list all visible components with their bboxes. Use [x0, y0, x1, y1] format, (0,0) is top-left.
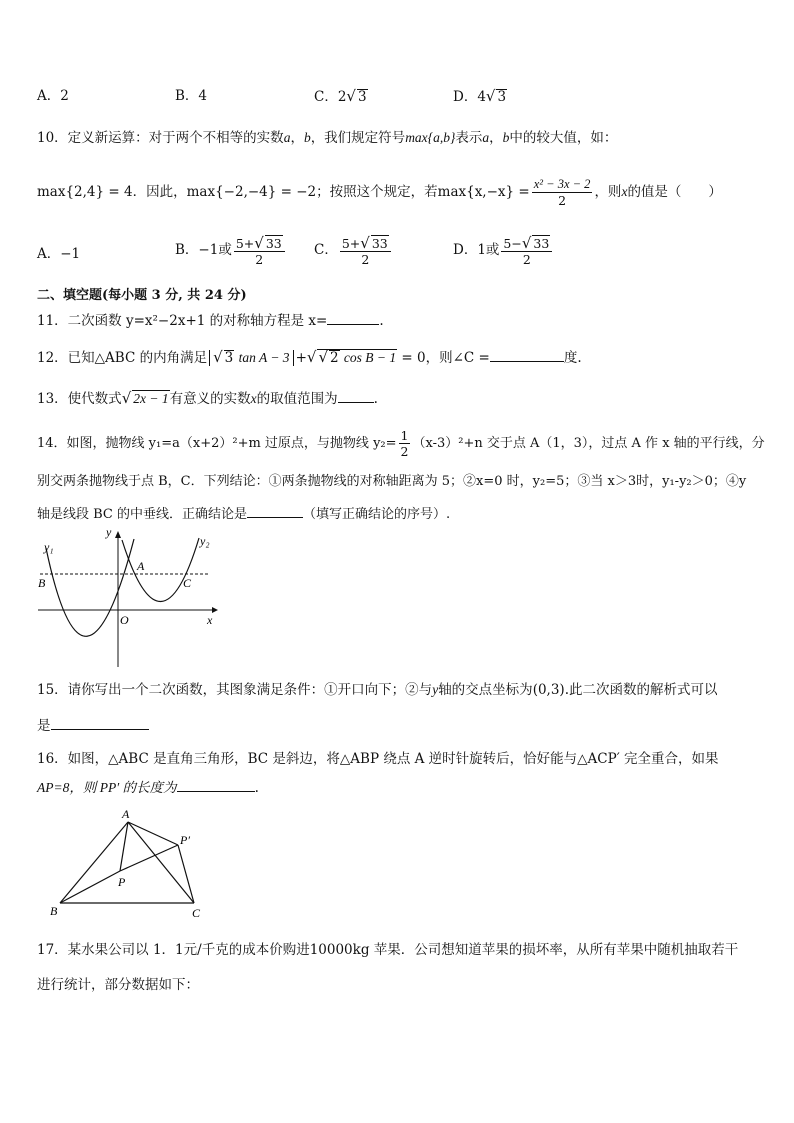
q10-fraction — [532, 177, 593, 208]
answer-blank[interactable] — [327, 312, 379, 325]
radicand: 33 — [533, 235, 550, 251]
q10-option-c — [314, 234, 393, 267]
q10-text: ，则 — [594, 184, 622, 200]
answer-blank[interactable] — [247, 505, 303, 518]
label-origin: O — [120, 613, 129, 627]
q14-line3 — [37, 505, 450, 525]
q15-text: .此二次函数的解析式可以 — [564, 682, 718, 698]
q10-text: 的值是（ ） — [627, 184, 722, 200]
sqrt-symbol: √ — [306, 348, 317, 366]
var-a: a — [482, 130, 490, 145]
q15-line2 — [37, 716, 149, 736]
sqrt-symbol: √ — [318, 348, 328, 366]
label-p-prime: P′ — [180, 833, 190, 847]
q17-line1: 17．某水果公司以 1．1元/千克的成本价购进10000kg 苹果．公司想知道苹果的损坏率，从所有苹果中随机抽取若干 — [37, 942, 739, 958]
q10-text: ， — [290, 130, 304, 146]
option-fraction — [340, 235, 391, 267]
q9-option-a: A．2 — [37, 88, 69, 104]
sqrt-symbol: √ — [485, 87, 496, 105]
q14-line2: 别交两条抛物线于点 B，C．下列结论：①两条抛物线的对称轴距离为 5；②x=0 时，y₂=5；③当 x＞3时，y₁-y₂＞0；④y — [37, 474, 747, 489]
sqrt-symbol: √ — [521, 233, 532, 252]
var-b: b — [303, 130, 311, 145]
label-y: y — [106, 525, 112, 539]
parabola-y2 — [122, 538, 199, 602]
option-prefix: B．−1或 — [175, 242, 232, 258]
var-y: y — [432, 682, 439, 697]
q11 — [37, 311, 384, 331]
q14-line1 — [37, 428, 765, 459]
option-prefix: D．1或 — [453, 242, 500, 258]
var-x: x — [621, 184, 628, 199]
var-a: a — [283, 130, 291, 145]
fraction-numerator: 1 — [400, 428, 409, 443]
q9-option-d-radicand: 3 — [497, 89, 507, 105]
radicand: 3 — [224, 350, 234, 366]
option-fraction — [234, 235, 285, 267]
fraction-denominator: 2 — [255, 251, 264, 267]
answer-blank[interactable] — [177, 779, 255, 792]
fraction-numerator — [340, 235, 391, 252]
q13 — [37, 386, 378, 411]
segment-ab — [60, 822, 128, 903]
q9-option-d-prefix: D．4 — [453, 89, 486, 105]
q11-text: 11．二次函数 y=x²−2x+1 的对称轴方程是 x= — [37, 313, 328, 329]
sqrt-symbol: √ — [254, 233, 264, 252]
section-heading: 二、填空题(每小题 3 分, 共 24 分) — [37, 288, 247, 303]
segment-pp — [120, 845, 178, 871]
fraction-numerator: x² − 3x − 2 — [533, 177, 591, 191]
q16-text: AP=8，则 PP′ 的长度为 — [37, 780, 177, 795]
sqrt-symbol: √ — [346, 87, 356, 105]
fraction-denominator: 2 — [522, 251, 531, 267]
q10-option-b — [175, 234, 287, 267]
fraction-numerator — [234, 235, 285, 252]
q10-option-d — [453, 234, 554, 267]
q10-line2 — [37, 176, 722, 208]
label-p: P — [118, 875, 126, 889]
q9-option-c-radicand: 3 — [357, 89, 367, 105]
q10-text: ．因此， — [132, 184, 187, 200]
q12-eq: = 0，则∠C = — [401, 350, 490, 366]
segment-bp — [60, 871, 120, 903]
x-axis-arrow — [212, 607, 218, 613]
radicand: 2 — [330, 350, 339, 366]
q9-option-d — [453, 86, 507, 107]
q13-text: 的取值范围为 — [256, 391, 338, 407]
var-x: x — [250, 391, 257, 406]
label-y1: y₁ — [44, 540, 54, 554]
q14-text: 轴是线段 BC 的中垂线．正确结论是 — [37, 507, 248, 522]
q14-fraction — [399, 428, 411, 459]
sqrt-symbol: √ — [121, 389, 132, 407]
option-prefix: C． — [314, 242, 338, 258]
label-a: A — [122, 808, 130, 821]
abs-rest: tan A − 3 — [238, 350, 290, 365]
radicand: 33 — [265, 235, 282, 251]
q10-text: 表示 — [455, 130, 483, 146]
q15-text: 15．请你写出一个二次函数，其图象满足条件：①开口向下；②与 — [37, 682, 433, 698]
fraction-denominator: 2 — [400, 444, 409, 459]
label-a: A — [137, 559, 145, 573]
answer-blank[interactable] — [338, 390, 374, 403]
q10-text: 中的较大值，如： — [509, 130, 618, 146]
q12-end: 度. — [563, 350, 582, 366]
q15-text: 轴的交点坐标为 — [438, 682, 533, 698]
q10-line1 — [37, 128, 617, 148]
plus-sign: + — [295, 350, 307, 366]
label-y2: y₂ — [200, 534, 210, 548]
q16-line2 — [37, 778, 259, 798]
q9-option-b: B．4 — [175, 88, 208, 104]
q10-text: ，我们规定符号 — [310, 130, 406, 146]
radicand: 2x − 1 — [133, 391, 169, 406]
q10-text: ， — [489, 130, 503, 146]
abs-value — [209, 350, 293, 366]
q10-text: 10．定义新运算：对于两个不相等的实数 — [37, 130, 284, 146]
q15-text: 是 — [37, 718, 51, 734]
option-fraction — [501, 235, 552, 267]
fraction-denominator: 2 — [361, 251, 370, 267]
label-b: B — [38, 576, 46, 590]
label-c: C — [183, 576, 192, 590]
q12 — [37, 344, 582, 371]
answer-blank[interactable] — [490, 349, 564, 362]
q14-text: 14．如图，抛物线 y₁=a（x+2）²+m 过原点，与抛物线 y₂= — [37, 436, 397, 451]
q13-text: 13．使代数式 — [37, 391, 122, 407]
q13-text: 有意义的实数 — [169, 391, 251, 407]
radicand-rest: cos B − 1 — [343, 350, 397, 365]
y-axis-arrow — [115, 531, 121, 538]
answer-blank[interactable] — [51, 717, 149, 730]
q10-text: ；按照这个规定，若 — [316, 184, 438, 200]
segment-app — [128, 822, 178, 845]
q15-line1 — [37, 680, 718, 700]
q15-coord: (0,3) — [532, 682, 565, 698]
q10-example1: max{2,4} = 4 — [37, 184, 133, 200]
numerator-part: 5+ — [341, 235, 361, 251]
sqrt-symbol: √ — [213, 348, 223, 366]
q16-line1: 16．如图，△ABC 是直角三角形，BC 是斜边，将△ABP 绕点 A 逆时针旋转后，恰好能与△ACP′ 完全重合，如果 — [37, 751, 719, 767]
q16-triangle-figure — [46, 808, 216, 923]
q16-text: . — [254, 780, 259, 796]
q11-end: . — [379, 313, 384, 329]
q10-option-a: A．−1 — [37, 246, 81, 262]
label-x: x — [207, 613, 213, 627]
q14-text: （x-3）²+n 交于点 A（1，3），过点 A 作 x 轴的平行线，分 — [412, 436, 765, 451]
max-notation: max{a,b} — [405, 130, 456, 145]
q9-option-c-prefix: C．2 — [314, 89, 347, 105]
q9-option-c — [314, 86, 368, 107]
q14-text: （填写正确结论的序号）. — [303, 507, 451, 522]
q13-end: . — [373, 391, 378, 407]
radicand: 33 — [371, 235, 388, 251]
segment-cpp — [178, 845, 194, 903]
label-b: B — [50, 904, 58, 918]
fraction-numerator — [501, 235, 552, 252]
q10-example2: max{−2,−4} = −2 — [186, 184, 317, 200]
fraction-denominator: 2 — [558, 193, 567, 208]
q12-text: 12．已知△ABC 的内角满足 — [37, 350, 208, 366]
label-c: C — [192, 906, 201, 920]
q10-equation-lhs: max{x,−x} = — [437, 184, 530, 200]
numerator-part: 5+ — [235, 235, 255, 251]
outer-radicand — [317, 349, 397, 366]
numerator-part: 5− — [503, 235, 522, 251]
q17-line2: 进行统计，部分数据如下： — [37, 977, 199, 993]
var-b: b — [502, 130, 510, 145]
q14-parabola-figure — [34, 524, 234, 674]
sqrt-symbol: √ — [360, 233, 370, 252]
